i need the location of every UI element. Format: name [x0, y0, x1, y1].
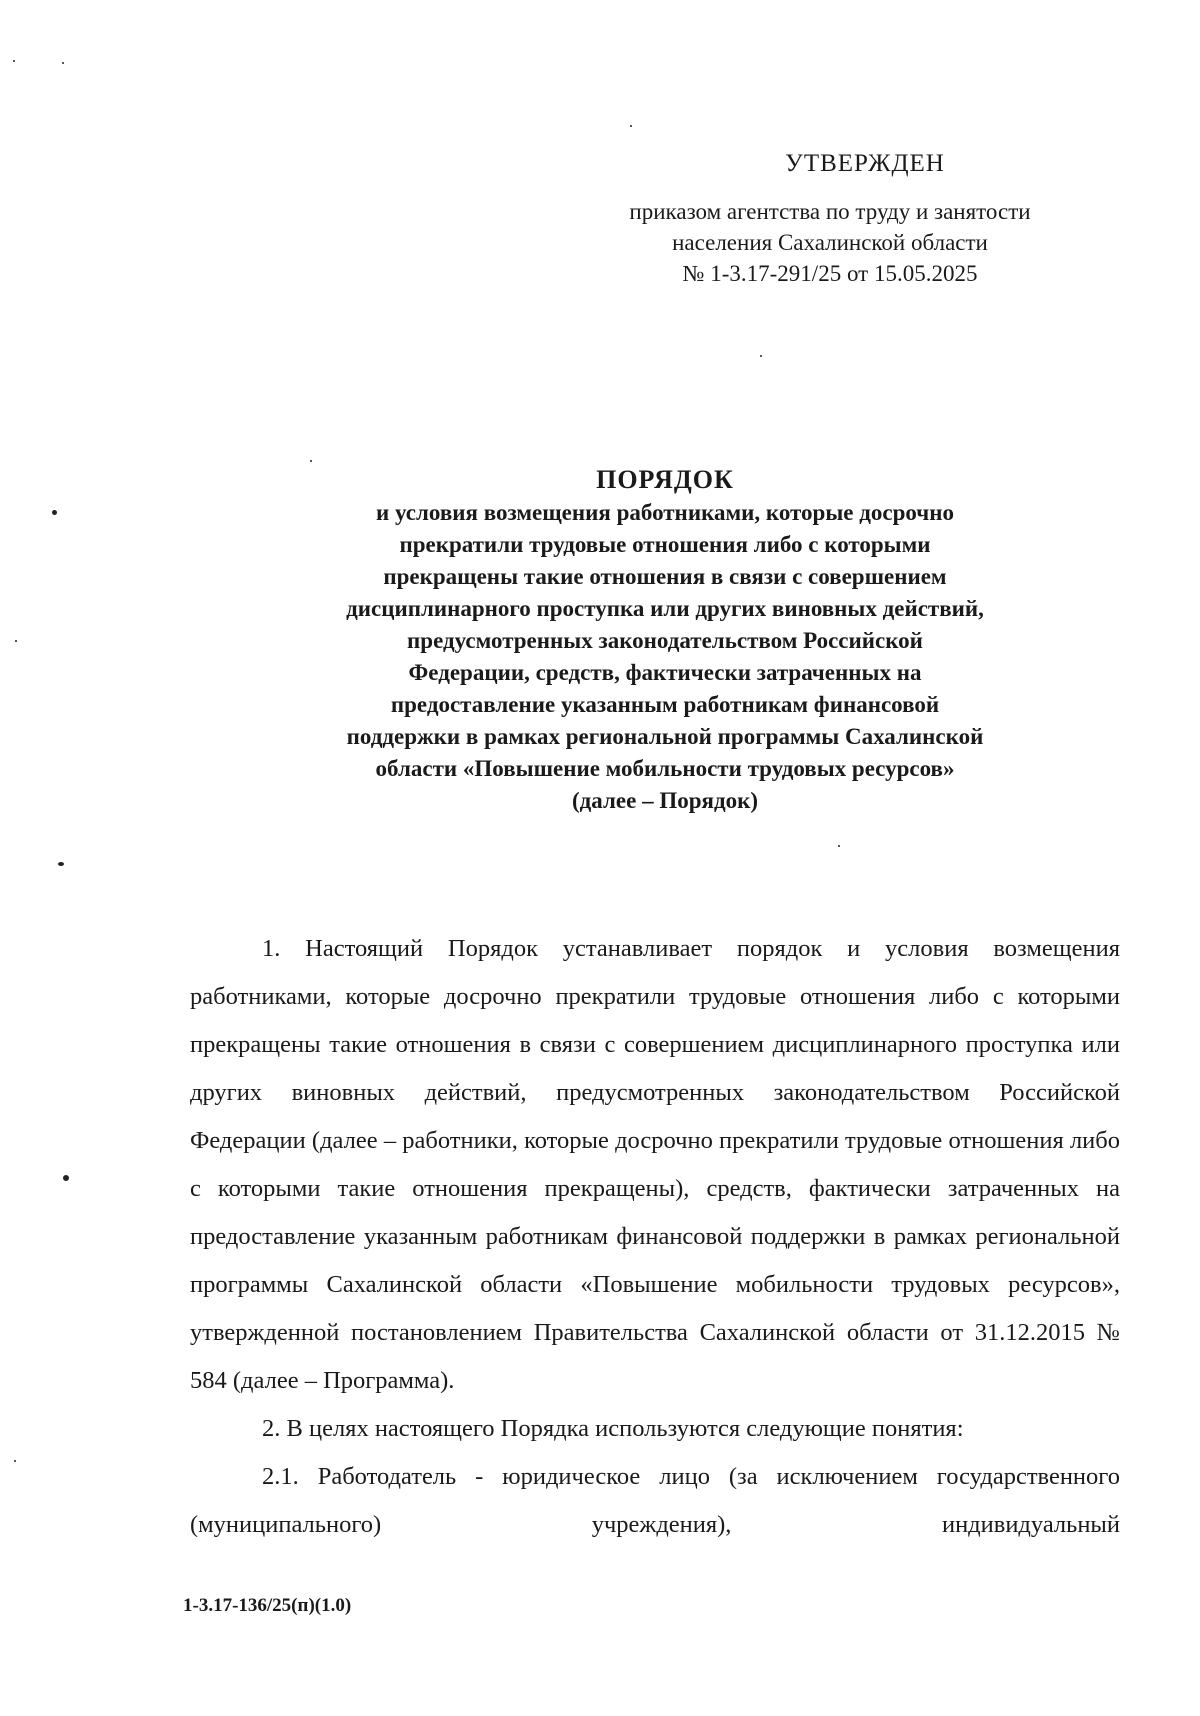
- body-paragraph-2-1: 2.1. Работодатель - юридическое лицо (за исключением государственного (муниципального) учреждения), индивидуальный: [190, 1463, 1120, 1538]
- scan-speck: [52, 510, 57, 515]
- document-title-line: (далее – Порядок): [572, 788, 758, 813]
- scan-speck: [760, 355, 762, 357]
- body-paragraph-1: 1. Настоящий Порядок устанавливает порядок и условия возмещения работниками, которые досрочно прекратили трудовые отношения либо с которыми прекращены такие отношения в связи с совершением дисциплинарного проступка или других виновных действий, предусмотренных законодательством Российской Федерации (далее – работники, которые досрочно прекратили трудовые отношения либо с которыми такие отношения прекращены), средств, фактически затраченных на предоставление указанным работникам финансовой поддержки в рамках региональной программы Сахалинской области «Повышение мобильности трудовых ресурсов», утвержденной постановлением Правительства Сахалинской области от 31.12.2015 № 584 (далее – Программа).: [190, 935, 1120, 1394]
- document-body: [190, 925, 1120, 1549]
- body-paragraph-2: 2. В целях настоящего Порядка используются следующие понятия:: [262, 1415, 964, 1442]
- scan-speck: [630, 125, 632, 127]
- scan-speck: [310, 460, 312, 462]
- approval-line: № 1-3.17-291/25 от 15.05.2025: [682, 261, 978, 286]
- document-title-main: ПОРЯДОК: [596, 465, 734, 494]
- scan-speck: [58, 862, 64, 866]
- document-title-line: предоставление указанным работникам финансовой: [390, 692, 940, 717]
- document-title-line: прекратили трудовые отношения либо с которыми: [399, 532, 931, 557]
- scan-speck: [62, 62, 64, 64]
- approval-title: УТВЕРЖДЕН: [785, 150, 945, 177]
- document-title-line: предусмотренных законодательством Российской: [407, 628, 923, 653]
- document-title-line: прекращены такие отношения в связи с совершением: [383, 564, 947, 589]
- document-title-line: поддержки в рамках региональной программы Сахалинской: [346, 724, 984, 749]
- document-title-line: и условия возмещения работниками, которые досрочно: [376, 500, 954, 525]
- approval-line: населения Сахалинской области: [672, 230, 988, 255]
- scan-speck: [15, 640, 17, 642]
- approval-block: [560, 150, 1100, 289]
- document-title: [270, 465, 1060, 817]
- approval-line: приказом агентства по труду и занятости: [629, 199, 1031, 224]
- document-title-line: дисциплинарного проступка или других виновных действий,: [346, 596, 984, 621]
- scan-speck: [838, 845, 840, 847]
- scan-speck: [13, 60, 15, 62]
- document-code: 1-3.17-136/25(п)(1.0): [183, 1595, 352, 1616]
- document-title-line: области «Повышение мобильности трудовых ресурсов»: [375, 756, 955, 781]
- scan-speck: [14, 1460, 16, 1462]
- scan-speck: [63, 1175, 69, 1181]
- document-title-line: Федерации, средств, фактически затраченных на: [408, 660, 922, 685]
